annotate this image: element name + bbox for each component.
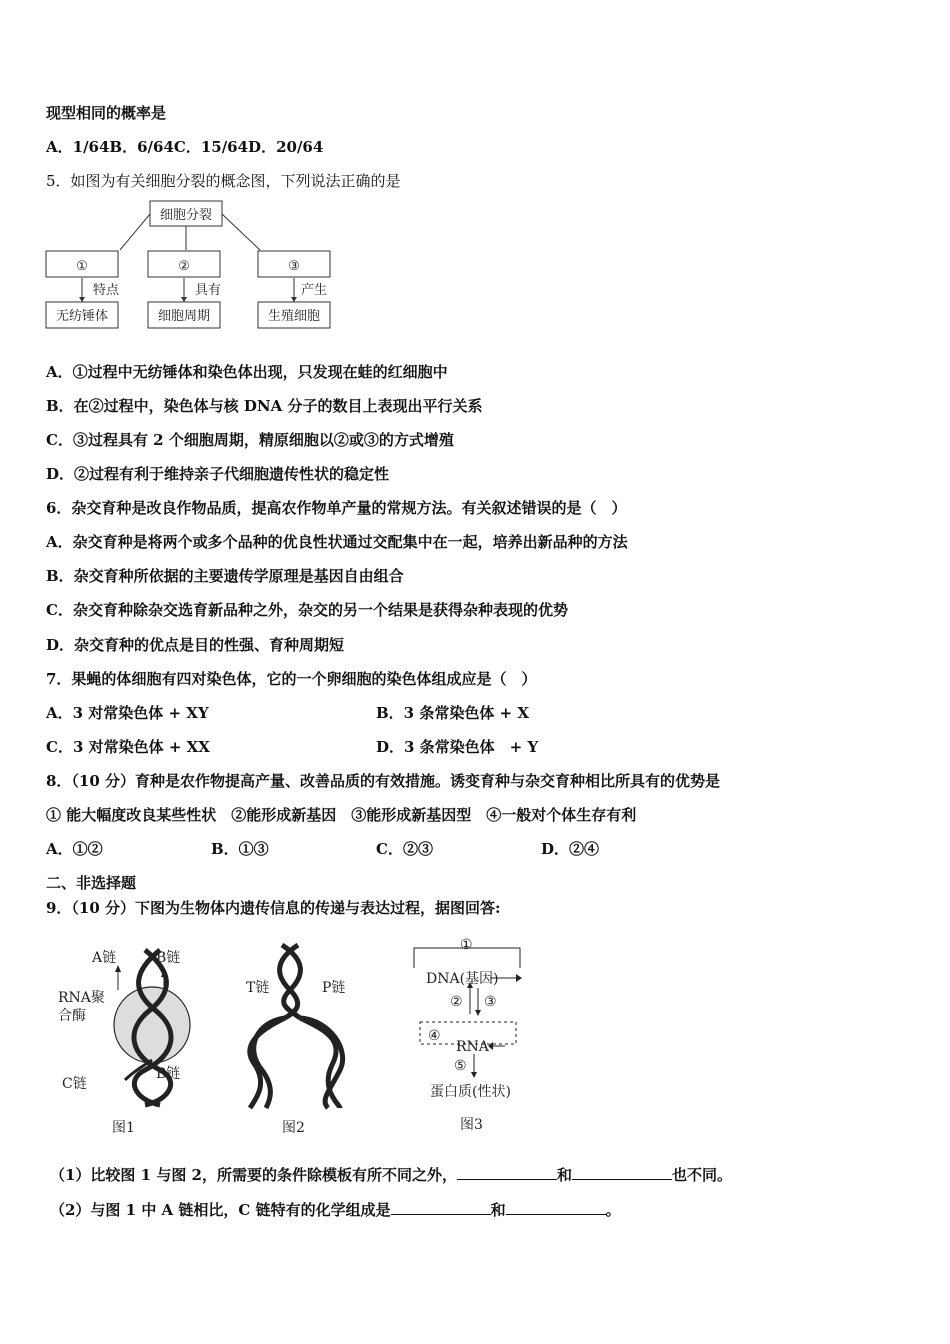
box-3-label: ③ [288, 259, 300, 274]
fig1-b-chain-top: B链 [156, 950, 181, 966]
q8-items: ① 能大幅度改良某些性状 ②能形成新基因 ③能形成新基因型 ④一般对个体生存有利 [46, 806, 637, 824]
q8-option-d: D．②④ [541, 840, 600, 858]
fig2-p-chain: P链 [322, 980, 346, 996]
fig1-a-chain: A链 [92, 950, 117, 966]
q9-sub2-text-b: 和 [490, 1201, 506, 1219]
q9-sub1 [50, 1165, 732, 1185]
box-1-label: ① [76, 259, 88, 274]
q9-sub2 [50, 1200, 621, 1220]
q9-figures [50, 930, 550, 1145]
fig3-n3: ③ [484, 994, 497, 1010]
arrow-3-label: 产生 [300, 283, 328, 298]
q7-option-d: D．3 条常染色体 + Y [376, 738, 539, 756]
q6-stem: 6．杂交育种是改良作物品质，提高农作物单产量的常规方法。有关叙述错误的是（ ） [46, 499, 627, 517]
q9-sub1-text-c: 也不同。 [672, 1166, 733, 1184]
figure-2 [250, 945, 346, 1108]
fig1-b-chain-bottom: B链 [156, 1066, 181, 1082]
q9-sub2-blank-2[interactable] [506, 1200, 606, 1215]
q5-option-b: B．在②过程中，染色体与核 DNA 分子的数目上表现出平行关系 [46, 397, 483, 415]
box-2-label: ② [178, 259, 190, 274]
q9-stem: 9．（10 分）下图为生物体内遗传信息的传递与表达过程，据图回答: [46, 899, 501, 917]
fig2-t-chain: T链 [246, 980, 270, 996]
q9-sub1-text-a: （1）比较图 1 与图 2，所需要的条件除模板有所不同之外， [50, 1166, 457, 1184]
leaf-1-label: 无纺锤体 [55, 309, 109, 324]
q6-option-a: A．杂交育种是将两个或多个品种的优良性状通过交配集中在一起，培养出新品种的方法 [46, 533, 628, 551]
q7-option-b: B．3 条常染色体 + X [376, 704, 529, 722]
root-label: 细胞分裂 [159, 208, 213, 223]
q9-sub2-text-a: （2）与图 1 中 A 链相比，C 链特有的化学组成是 [50, 1201, 391, 1219]
q6-option-d: D．杂交育种的优点是目的性强、育种周期短 [46, 636, 345, 654]
q5-option-c: C．③过程具有 2 个细胞周期，精原细胞以②或③的方式增殖 [46, 431, 454, 449]
fig3-n1: ① [460, 937, 473, 953]
q8-option-b: B．①③ [211, 840, 269, 858]
fig2-caption: 图2 [282, 1120, 305, 1136]
fig1-rna-pol-2: 合酶 [58, 1008, 86, 1024]
fig3-n2: ② [450, 994, 463, 1010]
q5-option-a: A．①过程中无纺锤体和染色体出现，只发现在蛙的红细胞中 [46, 363, 448, 381]
q7-stem: 7．果蝇的体细胞有四对染色体，它的一个卵细胞的染色体组成应是（ ） [46, 670, 537, 688]
q5-option-d: D．②过程有利于维持亲子代细胞遗传性状的稳定性 [46, 465, 390, 483]
leaf-2-label: 细胞周期 [157, 309, 211, 324]
q7-option-a: A．3 对常染色体 + XY [46, 704, 209, 722]
fig3-dna: DNA(基因) [426, 971, 499, 987]
arrow-2-label: 具有 [194, 283, 222, 298]
q4-options: A．1/64B．6/64C．15/64D．20/64 [46, 138, 324, 156]
q9-sub1-blank-1[interactable] [457, 1165, 557, 1180]
fig3-n5: ⑤ [454, 1058, 467, 1074]
q5-concept-diagram [44, 198, 334, 334]
q8-stem: 8．（10 分）育种是农作物提高产量、改善品质的有效措施。诱变育种与杂交育种相比所具有的优势是 [46, 772, 721, 790]
q9-sub1-text-b: 和 [556, 1166, 572, 1184]
q7-option-c: C．3 对常染色体 + XX [46, 738, 210, 756]
fig3-n4: ④ [428, 1028, 441, 1044]
figure-3 [414, 948, 520, 1074]
q9-sub2-text-c: 。 [605, 1201, 621, 1219]
fig3-caption: 图3 [460, 1117, 483, 1133]
q8-option-c: C．②③ [376, 840, 433, 858]
fig3-rna: RNA [456, 1039, 489, 1055]
q5-stem: 5．如图为有关细胞分裂的概念图，下列说法正确的是 [46, 172, 401, 190]
q9-sub1-blank-2[interactable] [572, 1165, 672, 1180]
q9-sub2-blank-1[interactable] [391, 1200, 491, 1215]
section-2-heading: 二、非选择题 [46, 874, 137, 892]
fig1-c-chain: C链 [62, 1076, 87, 1092]
q8-option-a: A．①② [46, 840, 103, 858]
fig1-rna-pol-1: RNA聚 [58, 990, 105, 1006]
intro-line: 现型相同的概率是 [46, 104, 167, 122]
fig1-caption: 图1 [112, 1120, 135, 1136]
fig3-protein: 蛋白质(性状) [430, 1084, 511, 1100]
leaf-3-label: 生殖细胞 [267, 309, 321, 324]
q6-option-c: C．杂交育种除杂交选育新品种之外，杂交的另一个结果是获得杂种表现的优势 [46, 601, 568, 619]
arrow-1-label: 特点 [92, 283, 120, 298]
q6-option-b: B．杂交育种所依据的主要遗传学原理是基因自由组合 [46, 567, 404, 585]
